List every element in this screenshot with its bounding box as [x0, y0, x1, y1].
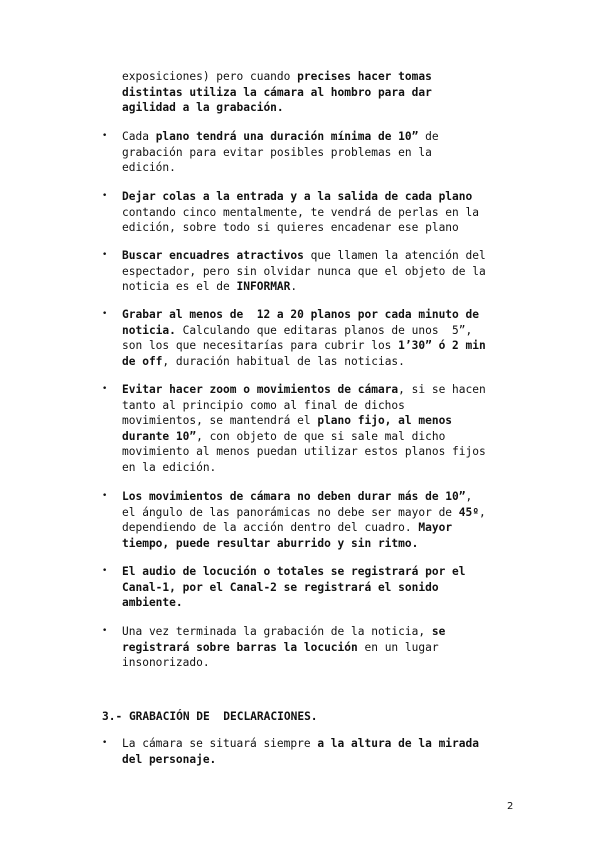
text-line: el ángulo de las panorámicas no debe ser mayor de 45º,	[122, 505, 486, 519]
list-item	[122, 248, 522, 295]
text-line: de off, duración habitual de las noticias.	[122, 354, 405, 368]
text-line: distintas utiliza la cámara al hombro para dar	[122, 85, 432, 99]
text-line: Cada plano tendrá una duración mínima de 10” de	[122, 130, 439, 143]
text-line: Una vez terminada la grabación de la noticia, se	[122, 625, 446, 638]
text-line: son los que necesitarías para cubrir los 1’30” ó 2 min	[122, 339, 486, 352]
text-line: agilidad a la grabación.	[122, 101, 284, 114]
text-line: edición.	[122, 161, 176, 174]
text-line: exposiciones) pero cuando precises hacer tomas	[122, 70, 432, 83]
text-line: Canal-1, por el Canal-2 se registrará el sonido	[122, 580, 439, 594]
text-line: La cámara se situará siempre a la altura de la mirada	[122, 737, 479, 750]
text-line: movimiento al menos puedan utilizar estos planos fijos	[122, 445, 486, 458]
text-line: tanto al principio como al final de dichos	[122, 398, 405, 412]
list-item	[122, 736, 522, 767]
text-line: ambiente.	[122, 596, 183, 609]
list-item	[122, 129, 522, 176]
text-line: registrará sobre barras la locución en un lugar	[122, 640, 439, 654]
text-line: grabación para evitar posibles problemas en la	[122, 145, 432, 159]
bullet-marker: •	[102, 738, 108, 748]
text-line: tiempo, puede resultar aburrido y sin ritmo.	[122, 536, 419, 550]
text-line: El audio de locución o totales se registrará por el	[122, 565, 466, 578]
text-line: Grabar al menos de 12 a 20 planos por cada minuto de	[122, 308, 479, 321]
text-line: en la edición.	[122, 460, 217, 474]
bullet-marker: •	[102, 566, 108, 576]
list-item	[122, 564, 522, 611]
text-line: del personaje.	[122, 752, 217, 766]
page-number: 2	[507, 801, 514, 812]
bullet-marker: •	[102, 191, 108, 201]
text-line: durante 10”, con objeto de que si sale mal dicho	[122, 429, 446, 443]
list-item	[122, 307, 522, 369]
list-item	[122, 382, 522, 475]
text-line: dependiendo de la acción dentro del cuadro. Mayor	[122, 521, 453, 534]
intro-paragraph	[122, 69, 522, 116]
text-line: contando cinco mentalmente, te vendrá de perlas en la	[122, 205, 479, 219]
text-line: noticia es el de INFORMAR.	[122, 280, 298, 293]
text-line: espectador, pero sin olvidar nunca que el objeto de la	[122, 264, 486, 278]
list-item	[122, 489, 522, 551]
list-item	[122, 189, 522, 236]
bullet-marker: •	[102, 491, 108, 501]
bullet-marker: •	[102, 626, 108, 636]
section-heading: 3.- GRABACIÓN DE DECLARACIONES.	[102, 710, 318, 723]
text-line: edición, sobre todo si quieres encadenar ese plano	[122, 221, 459, 234]
bullet-marker: •	[102, 309, 108, 319]
text-line: Dejar colas a la entrada y a la salida de cada plano	[122, 190, 473, 203]
text-line: Buscar encuadres atractivos que llamen la atención del	[122, 249, 486, 262]
text-line: movimientos, se mantendrá el plano fijo, al menos	[122, 414, 453, 427]
text-line: insonorizado.	[122, 656, 210, 669]
text-line: Los movimientos de cámara no deben durar más de 10”,	[122, 490, 473, 503]
bullet-marker: •	[102, 250, 108, 260]
bullet-marker: •	[102, 131, 108, 141]
list-item	[122, 624, 522, 671]
bullet-marker: •	[102, 384, 108, 394]
text-line: noticia. Calculando que editaras planos de unos 5”,	[122, 323, 473, 337]
text-line: Evitar hacer zoom o movimientos de cámara, si se hacen	[122, 383, 486, 396]
